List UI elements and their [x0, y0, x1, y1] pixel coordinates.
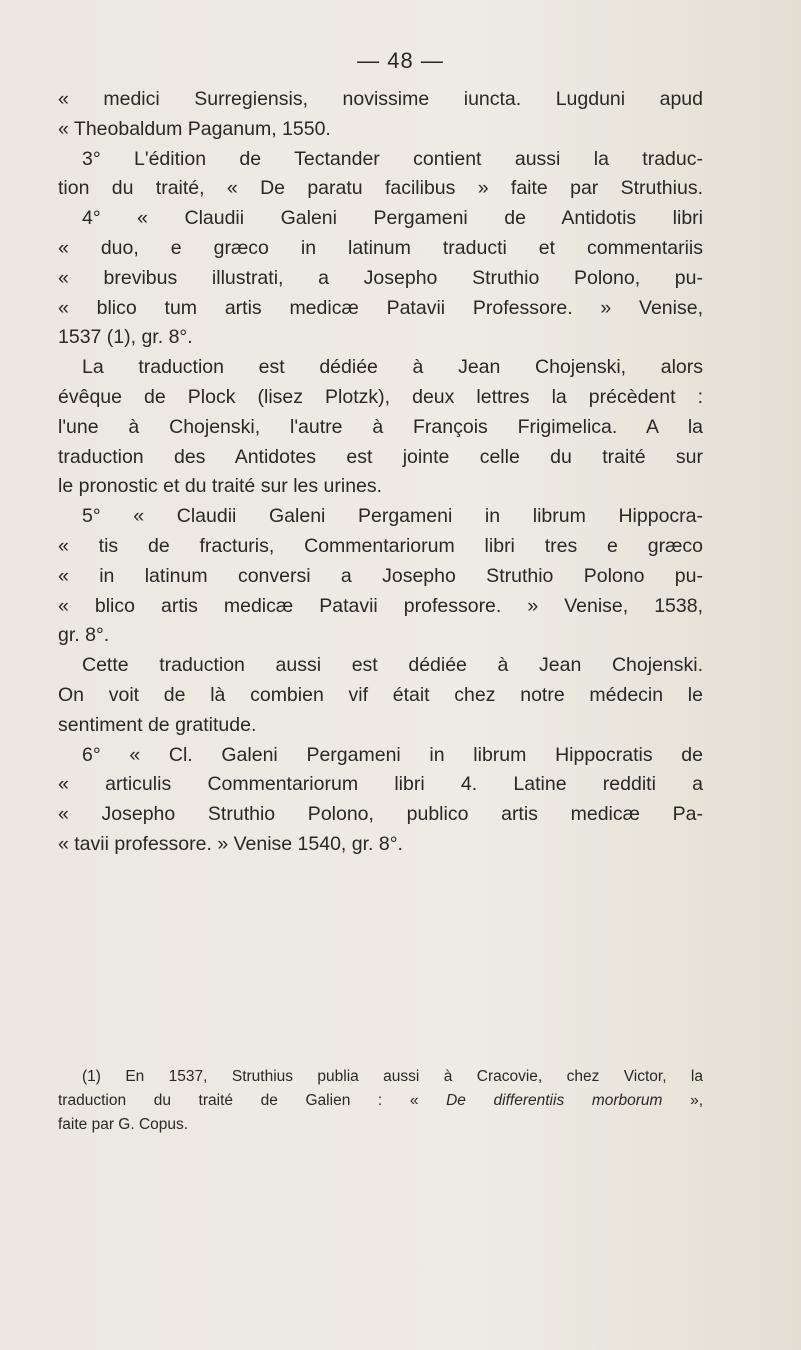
text-line: La traduction est dédiée à Jean Chojenski, alors — [82, 356, 703, 379]
text-line: 4° « Claudii Galeni Pergameni de Antidotis libri — [82, 207, 703, 230]
text-line: « Josepho Struthio Polono, publico artis medicæ Pa- — [58, 803, 703, 826]
text-line: 6° « Cl. Galeni Pergameni in librum Hippocratis de — [82, 743, 703, 766]
text-line: « duo, e græco in latinum traducti et commentariis — [58, 236, 703, 259]
text-line: « tis de fracturis, Commentariorum libri tres e græco — [58, 534, 703, 557]
text-line: le pronostic et du traité sur les urines. — [58, 475, 383, 498]
page-number: — 48 — — [357, 48, 444, 73]
text-line: « tavii professore. » Venise 1540, gr. 8°. — [58, 832, 403, 855]
text-line: Cette traduction aussi est dédiée à Jean Chojenski. — [82, 654, 703, 677]
body-text — [58, 85, 703, 860]
footnote-line: (1) En 1537, Struthius publia aussi à Cracovie, chez Victor, la — [82, 1068, 703, 1085]
footnote-title: De differentiis morborum — [446, 1092, 663, 1109]
text-line: gr. 8°. — [58, 624, 110, 647]
text-line: « blico tum artis medicæ Patavii Professore. » Venise, — [58, 296, 703, 319]
text-line: tion du traité, « De paratu facilibus » faite par Struthius. — [58, 177, 703, 200]
text-line: « medici Surregiensis, novissime iuncta. Lugduni apud — [58, 88, 703, 110]
text-line: On voit de là combien vif était chez notre médecin le — [58, 683, 703, 706]
text-line: traduction des Antidotes est jointe celle du traité sur — [58, 445, 703, 468]
text-line: 3° L'édition de Tectander contient aussi la traduc- — [82, 147, 703, 170]
text-line: « brevibus illustrati, a Josepho Struthio Polono, pu- — [58, 266, 703, 289]
text-line: « in latinum conversi a Josepho Struthio Polono pu- — [58, 564, 703, 587]
text-line: l'une à Chojenski, l'autre à François Frigimelica. A la — [58, 415, 703, 438]
text-line: « Theobaldum Paganum, 1550. — [58, 117, 331, 140]
text-line: « blico artis medicæ Patavii professore. » Venise, 1538, — [58, 594, 703, 617]
footnote-line — [58, 1089, 703, 1113]
text-line: 1537 (1), gr. 8°. — [58, 326, 193, 349]
text-line: sentiment de gratitude. — [58, 713, 257, 736]
text-line: « articulis Commentariorum libri 4. Latine redditi a — [58, 773, 703, 796]
text-line: 5° « Claudii Galeni Pergameni in librum Hippocra- — [82, 505, 703, 528]
footnote-text: », — [662, 1092, 704, 1109]
text-line: évêque de Plock (lisez Plotzk), deux lettres la précèdent : — [58, 385, 703, 408]
footnote — [58, 1065, 703, 1137]
footnote-line: faite par G. Copus. — [58, 1116, 189, 1133]
footnote-text: traduction du traité de Galien : « — [58, 1092, 447, 1109]
